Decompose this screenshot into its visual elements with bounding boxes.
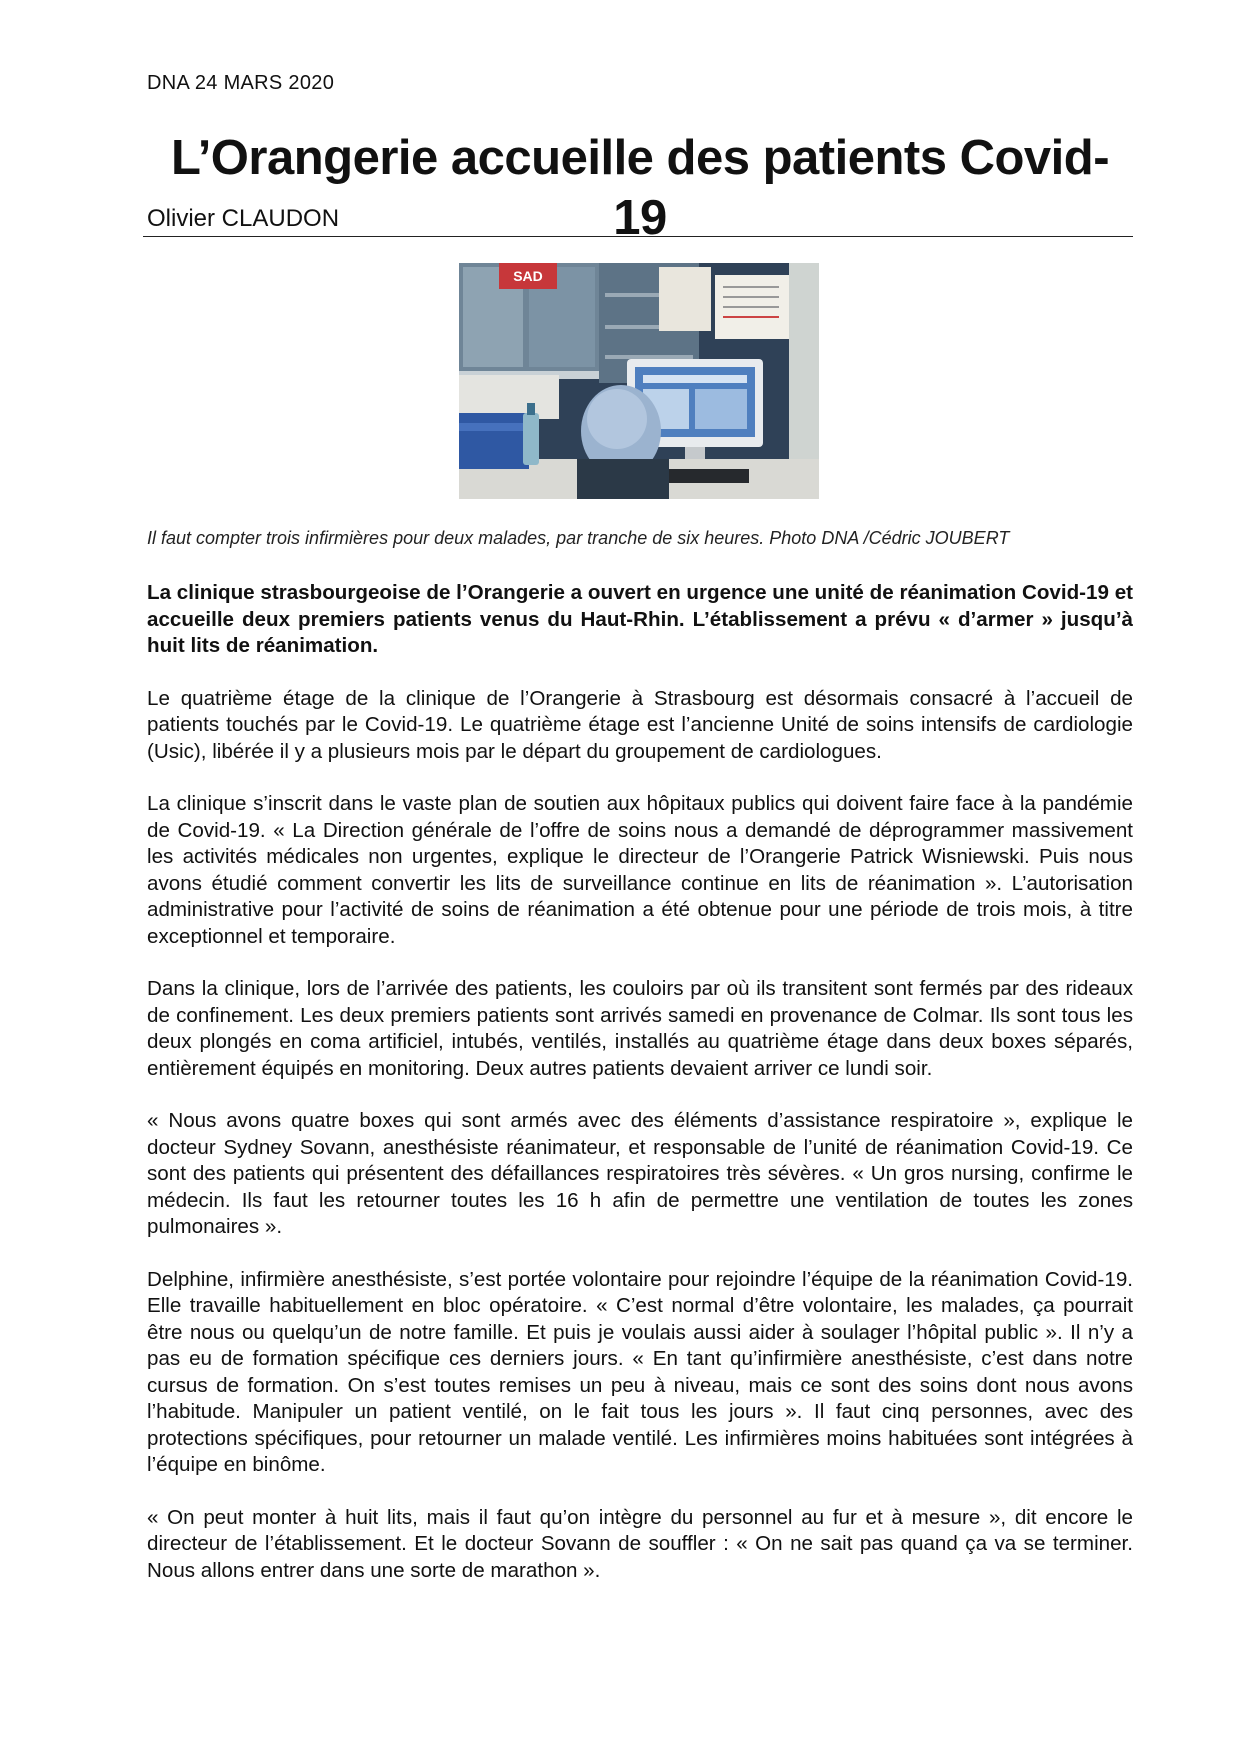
header-divider	[143, 236, 1133, 237]
article-photo	[459, 263, 819, 499]
article-lead: La clinique strasbourgeoise de l’Orangerie a ouvert en urgence une unité de réanimation Covid-19 et accueille deux premiers patients venus du Haut-Rhin. L’établissement a prévu « d’armer » jusqu’à huit lits de réanimation.	[147, 581, 1133, 657]
article-paragraph: Dans la clinique, lors de l’arrivée des patients, les couloirs par où ils transitent sont fermés par des rideaux de confinement. Les deux premiers patients sont arrivés samedi en provenance de Colmar. Ils sont tous les deux plongés en coma artificiel, intubés, ventilés, installés au quatrième étage dans deux boxes séparés, entièrement équipés en monitoring. Deux autres patients devaient arriver ce lundi soir.	[147, 977, 1133, 1080]
article-paragraph: Delphine, infirmière anesthésiste, s’est portée volontaire pour rejoindre l’équipe de la réanimation Covid-19. Elle travaille habituellement en bloc opératoire. « C’est normal d’être volontaire, les malades, ça pourrait être nous ou quelqu’un de notre famille. Et puis je voulais aussi aider à soulager l’hôpital public ». Il n’y a pas eu de formation spécifique ces derniers jours. « En tant qu’infirmière anesthésiste, c’est dans notre cursus de formation. On s’est toutes remises un peu à niveau, mais ce sont des soins dont nous avons l’habitude. Manipuler un patient ventilé, on le fait tous les jours ». Il faut cinq personnes, avec des protections spécifiques, pour retourner un malade ventilé. Les infirmières moins habituées sont intégrées à l’équipe en binôme.	[147, 1267, 1133, 1476]
sad-sign-text: SAD	[513, 268, 543, 284]
article-paragraph: « On peut monter à huit lits, mais il faut qu’on intègre du personnel au fur et à mesure », dit encore le directeur de l’établissement. Et le docteur Sovann de souffler : « On ne sait pas quand ça va se terminer. Nous allons entrer dans une sorte de marathon ».	[147, 1505, 1133, 1582]
article-paragraph: La clinique s’inscrit dans le vaste plan de soutien aux hôpitaux publics qui doivent faire face à la pandémie de Covid-19. « La Direction générale de l’offre de soins nous a demandé de déprogrammer massivement les activités médicales non urgentes, explique le directeur de l’Orangerie Patrick Wisniewski. Puis nous avons étudié comment convertir les lits de surveillance continue en lits de réanimation ». L’autorisation administrative pour l’activité de soins de réanimation a été obtenue pour une période de trois mois, à titre exceptionnel et temporaire.	[147, 792, 1133, 948]
publication-date: DNA 24 MARS 2020	[147, 72, 335, 94]
article-headline: L’Orangerie accueille des patients Covid-19	[170, 131, 1110, 245]
article-paragraph: Le quatrième étage de la clinique de l’Orangerie à Strasbourg est désormais consacré à l’accueil de patients touchés par le Covid-19. Le quatrième étage est l’ancienne Unité de soins intensifs de cardiologie (Usic), libérée il y a plusieurs mois par le départ du groupement de cardiologues.	[147, 686, 1133, 763]
article-body	[147, 580, 1133, 1610]
photo-caption: Il faut compter trois infirmières pour deux malades, par tranche de six heures. Photo DNA /Cédric JOUBERT	[147, 528, 1010, 548]
author-byline: Olivier CLAUDON	[147, 205, 340, 232]
article-paragraph: « Nous avons quatre boxes qui sont armés avec des éléments d’assistance respiratoire », explique le docteur Sydney Sovann, anesthésiste réanimateur, et responsable de l’unité de réanimation Covid-19. Ce sont des patients qui présentent des défaillances respiratoires très sévères. « Un gros nursing, confirme le médecin. Ils faut les retourner toutes les 16 h afin de permettre une ventilation de toutes les zones pulmonaires ».	[147, 1109, 1133, 1238]
